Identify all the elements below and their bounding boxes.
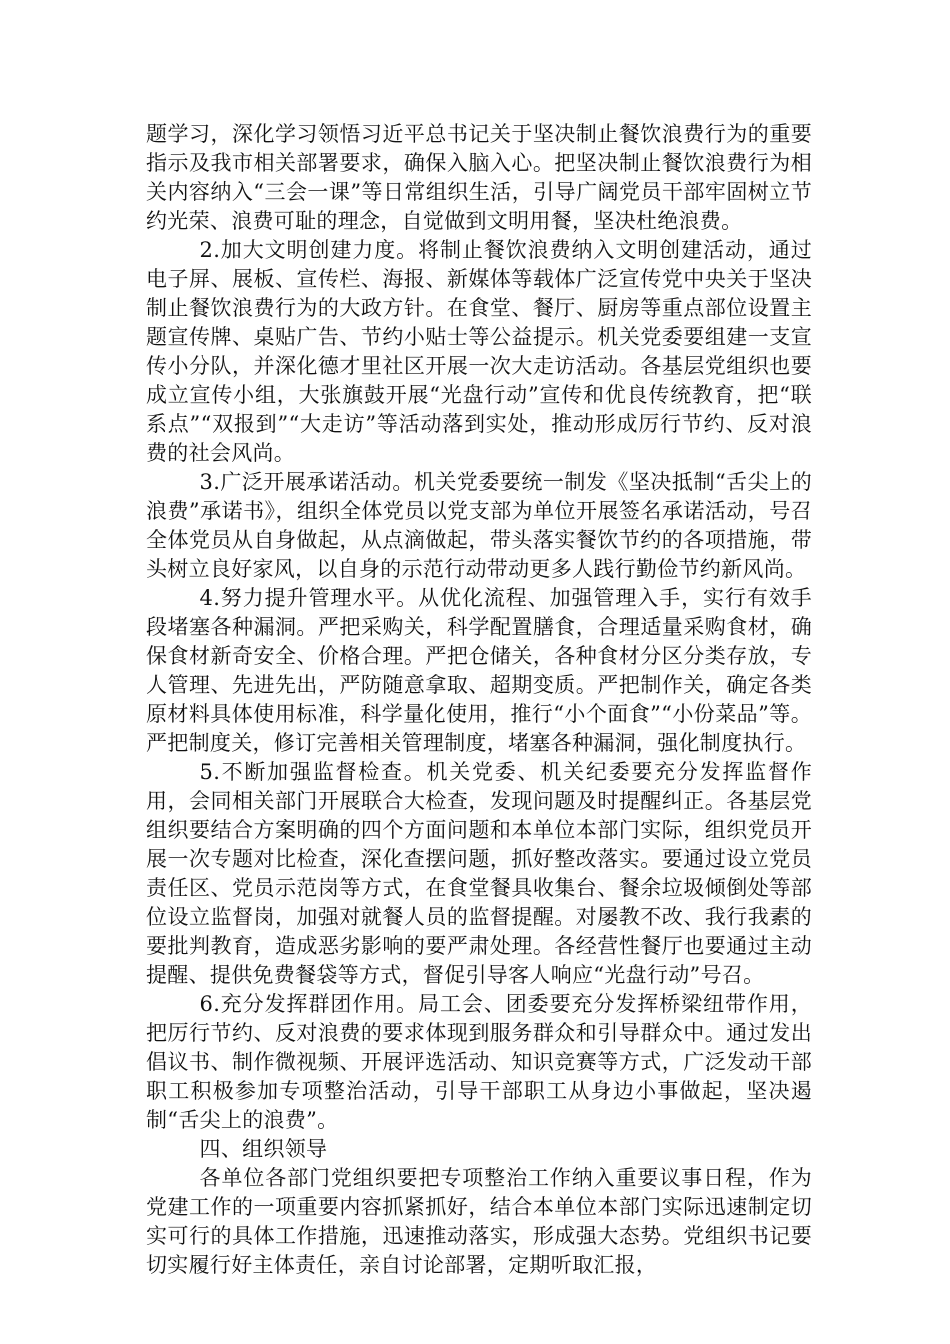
- paragraph-item-4: 4.努力提升管理水平。从优化流程、加强管理入手，实行有效手段堵塞各种漏洞。严把采购关，科学配置膳食，合理适量采购食材，确保食材新奇安全、价格合理。严把仓储关，各种食材分区分类存放，专人管理、先进先出，严防随意拿取、超期变质。严把制作关，确定各类原材料具体使用标准，科学量化使用，推行“小个面食”“小份菜品”等。严把制度关，修订完善相关管理制度，堵塞各种漏洞，强化制度执行。: [146, 586, 812, 755]
- paragraph-item-2: 2.加大文明创建力度。将制止餐饮浪费纳入文明创建活动，通过电子屏、展板、宣传栏、海报、新媒体等载体广泛宣传党中央关于坚决制止餐饮浪费行为的大政方针。在食堂、餐厅、厨房等重点部位设置主题宣传牌、桌贴广告、节约小贴士等公益提示。机关党委要组建一支宣传小分队，并深化德才里社区开展一次大走访活动。各基层党组织也要成立宣传小组，大张旗鼓开展“光盘行动”宣传和优良传统教育，把“联系点”“双报到”“大走访”等活动落到实处，推动形成厉行节约、反对浪费的社会风尚。: [146, 238, 812, 465]
- paragraph-item-6: 6.充分发挥群团作用。局工会、团委要充分发挥桥梁纽带作用，把厉行节约、反对浪费的要求体现到服务群众和引导群众中。通过发出倡议书、制作微视频、开展评选活动、知识竞赛等方式，广泛发动干部职工积极参加专项整治活动，引导干部职工从身边小事做起，坚决遏制“舌尖上的浪费”。: [146, 992, 812, 1132]
- section-heading: 四、组织领导: [199, 1137, 328, 1161]
- paragraph-continuation: 题学习，深化学习领悟习近平总书记关于坚决制止餐饮浪费行为的重要指示及我市相关部署要求，确保入脑入心。把坚决制止餐饮浪费行为相关内容纳入“三会一课”等日常组织生活，引导广阔党员干部牢固树立节约光荣、浪费可耻的理念，自觉做到文明用餐，坚决杜绝浪费。: [146, 122, 812, 233]
- paragraph-item-5: 5.不断加强监督检查。机关党委、机关纪委要充分发挥监督作用，会同相关部门开展联合大检查，发现问题及时提醒纠正。各基层党组织要结合方案明确的四个方面问题和本单位本部门实际，组织党员开展一次专题对比检查，深化查摆问题，抓好整改落实。要通过设立党员责任区、党员示范岗等方式，在食堂餐具收集台、餐余垃圾倾倒处等部位设立监督岗，加强对就餐人员的监督提醒。对屡教不改、我行我素的要批判教育，造成恶劣影响的要严肃处理。各经营性餐厅也要通过主动提醒、提供免费餐袋等方式，督促引导客人响应“光盘行动”号召。: [146, 760, 812, 987]
- paragraph-item-3: 3.广泛开展承诺活动。机关党委要统一制发《坚决抵制“舌尖上的浪费”承诺书》，组织全体党员以党支部为单位开展签名承诺活动，号召全体党员从自身做起，从点滴做起，带头落实餐饮节约的各项措施，带头树立良好家风，以自身的示范行动带动更多人践行勤俭节约新风尚。: [146, 470, 812, 581]
- document-body: [146, 120, 812, 1280]
- paragraph-organization: 各单位各部门党组织要把专项整治工作纳入重要议事日程，作为党建工作的一项重要内容抓紧抓好，结合本单位本部门实际迅速制定切实可行的具体工作措施，迅速推动落实，形成强大态势。党组织书记要切实履行好主体责任，亲自讨论部署，定期听取汇报，: [146, 1166, 812, 1277]
